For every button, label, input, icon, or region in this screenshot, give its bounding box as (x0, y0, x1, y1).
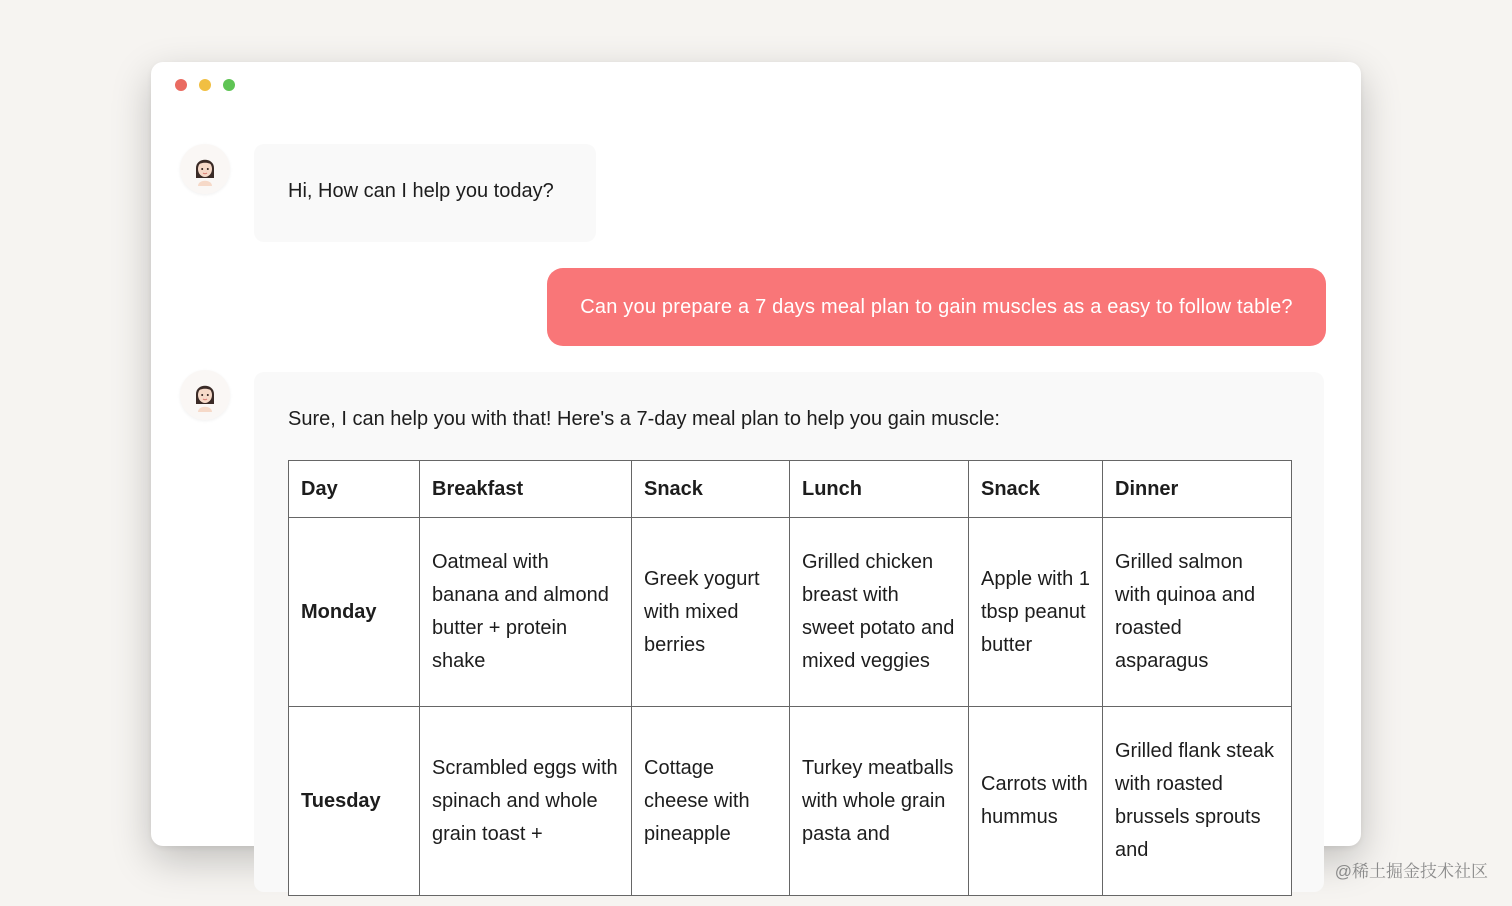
user-message-text: Can you prepare a 7 days meal plan to gain muscles as a easy to follow table? (580, 295, 1293, 318)
user-message-bubble (547, 268, 1326, 346)
header-snack-2: Snack (969, 461, 1103, 518)
assistant-avatar (180, 144, 230, 194)
table-header-row (289, 461, 1292, 518)
cell-day: Monday (289, 518, 420, 707)
header-day: Day (289, 461, 420, 518)
table-row (289, 518, 1292, 707)
cell-snack-2: Carrots with hummus (969, 707, 1103, 896)
cell-snack-1: Greek yogurt with mixed berries (632, 518, 790, 707)
maximize-button[interactable] (223, 79, 235, 91)
meal-plan-table (288, 460, 1292, 896)
header-lunch: Lunch (790, 461, 969, 518)
cell-lunch: Turkey meatballs with whole grain pasta and (790, 707, 969, 896)
cell-breakfast: Scrambled eggs with spinach and whole grain toast + (420, 707, 632, 896)
reply-intro-text: Sure, I can help you with that! Here's a 7-day meal plan to help you gain muscle: (288, 408, 1000, 430)
header-breakfast: Breakfast (420, 461, 632, 518)
cell-dinner: Grilled flank steak with roasted brussels sprouts and (1103, 707, 1292, 896)
assistant-message-meal-plan (254, 372, 1324, 892)
cell-snack-2: Apple with 1 tbsp peanut butter (969, 518, 1103, 707)
cell-breakfast: Oatmeal with banana and almond butter + protein shake (420, 518, 632, 707)
cell-dinner: Grilled salmon with quinoa and roasted asparagus (1103, 518, 1292, 707)
assistant-message-greeting (254, 144, 596, 242)
minimize-button[interactable] (199, 79, 211, 91)
header-dinner: Dinner (1103, 461, 1292, 518)
header-snack-1: Snack (632, 461, 790, 518)
window-controls (175, 79, 235, 91)
cell-snack-1: Cottage cheese with pineapple (632, 707, 790, 896)
watermark: @稀土掘金技术社区 (1334, 862, 1488, 881)
chat-window (151, 62, 1361, 861)
table-row (289, 707, 1292, 896)
cell-lunch: Grilled chicken breast with sweet potato and mixed veggies (790, 518, 969, 707)
girl-avatar-icon (190, 378, 220, 412)
greeting-text: Hi, How can I help you today? (288, 180, 554, 202)
girl-avatar-icon (190, 152, 220, 186)
close-button[interactable] (175, 79, 187, 91)
assistant-avatar (180, 370, 230, 420)
cell-day: Tuesday (289, 707, 420, 896)
